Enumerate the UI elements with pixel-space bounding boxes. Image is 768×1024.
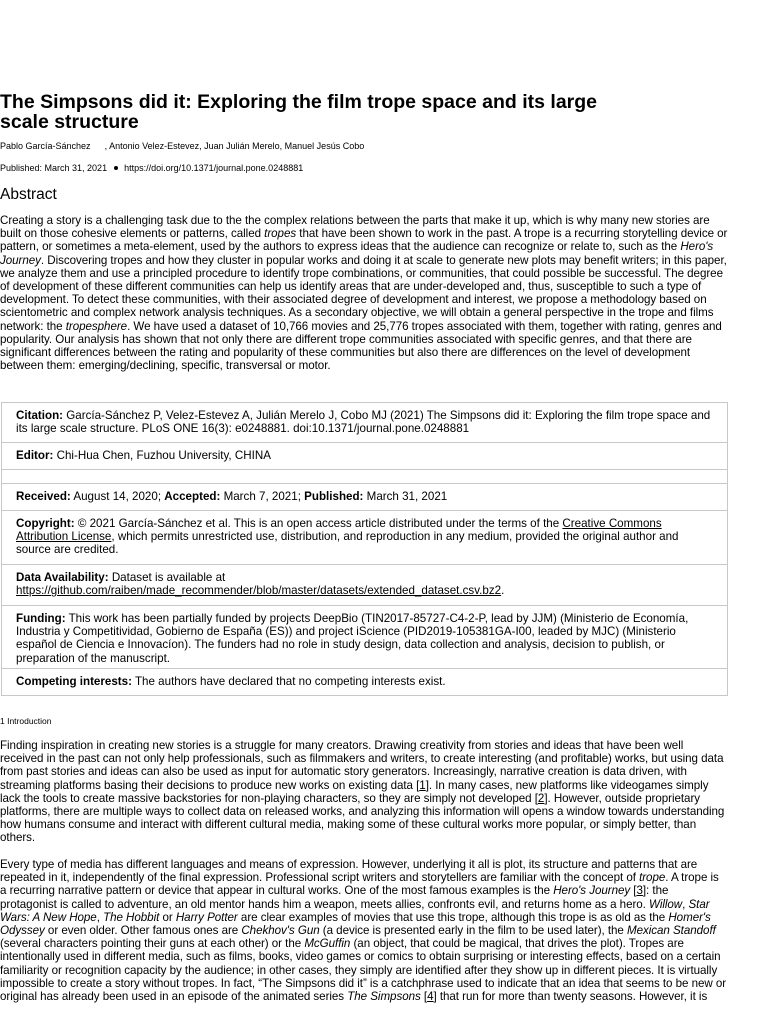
citation-row: Citation: García-Sánchez P, Velez-Estevez A, Julián Merelo J, Cobo MJ (2021) The Simpsons did it: Exploring the film trope space and its large scale structure. PLoS ONE 16(3): e0248881. doi:10.1371/journal.pone.0248881 (2, 403, 727, 443)
data-availability-row: Data Availability: Dataset is available at https://github.com/raiben/made_recommender/blob/master/datasets/extended_dataset.csv.bz2. (2, 565, 727, 606)
introduction-paragraph-1: Finding inspiration in creating new stories is a struggle for many creators. Drawing creativity from stories and ideas that have been well received in the past can not only help professionals, such as filmmakers and writers, to create interesting (and profitable) works, but using data from past stories and ideas can also be used as input for automatic story generators. Increasingly, narrative creation is data driven, with streaming platforms basing their decisions to produce new works on existing data [1]. In many cases, new platforms like videogames simply lack the tools to create massive backstories for non-playing characters, so they are simply not developed [2]. However, outside proprietary platforms, there are multiple ways to collect data on released works, and analyzing this information will opens a window towards understanding how humans consume and interact with different cultural media, making some of these cultural works more popular, or simply better, than others. (0, 739, 725, 845)
bullet-icon (114, 166, 118, 170)
reference-link-1[interactable]: 1 (419, 778, 426, 792)
copyright-row: Copyright: © 2021 García-Sánchez et al. This is an open access article distributed under the terms of the Creative Commons Attribution License, which permits unrestricted use, distribution, and reproduction in any medium, provided the original author and source are credited. (2, 511, 727, 565)
funding-row: Funding: This work has been partially funded by projects DeepBio (TIN2017-85727-C4-2-P, lead by JJM) (Ministerio de Economía, Industria y Competitividad, Gobierno de España (ES)) and project iScience (PID2019-105381GA-I00, leaded by MJC) (Ministerio español de Ciencia e Innovacíon). The funders had no role in study design, data collection and analysis, decision to publish, or preparation of the manuscript. (2, 606, 727, 669)
reference-link-4[interactable]: 4 (427, 990, 434, 1004)
abstract-text: Creating a story is a challenging task due to the the complex relations between the parts that make it up, which is why many new stories are built on those cohesive elements or patterns, called tropes that have been shown to work in the past. A trope is a recurring storytelling device or pattern, or sometimes a meta-element, used by the authors to express ideas that the audience can recognize or relate to, such as the Hero's Journey. Discovering tropes and how they cluster in popular works and doing it at scale to generate new plots may benefit writers; in this paper, we analyze them and use a principled procedure to identify trope combinations, or communities, that could possible be successful. The degree of development of these different communities can help us identify areas that are under-developed and, thus, susceptible to such a type of development. To detect these communities, with their associated degree of development and interest, we propose a methodology based on scientometric and complex network analysis techniques. As a secondary objective, we will obtain a general perspective in the trope and films network: the tropesphere. We have used a dataset of 10,766 movies and 25,776 tropes associated with them, together with rating, genres and popularity. Our analysis has shown that not only there are different trope communities associated with specific genres, and that there are significant differences between the rating and popularity of these communities but also there are differences on the level of development between them: emerging/declining, specific, transversal or motor. (0, 214, 728, 373)
publication-info (0, 163, 303, 174)
dates-row: Received: August 14, 2020; Accepted: March 7, 2021; Published: March 31, 2021 (2, 484, 727, 511)
dataset-link[interactable]: https://github.com/raiben/made_recommender/blob/master/datasets/extended_dataset.csv.bz2 (16, 584, 502, 598)
author-first[interactable]: Pablo García-Sánchez (0, 141, 91, 151)
article-metadata-box (1, 402, 728, 696)
reference-link-3[interactable]: 3 (636, 884, 643, 898)
doi-link[interactable]: https://doi.org/10.1371/journal.pone.0248881 (124, 163, 304, 173)
license-link[interactable]: Creative Commons Attribution License (16, 517, 662, 544)
reference-link-2[interactable]: 2 (537, 791, 545, 805)
section-heading-introduction: 1 Introduction (0, 716, 52, 726)
editor-row: Editor: Chi-Hua Chen, Fuzhou University, CHINA (2, 443, 727, 470)
published-date: Published: March 31, 2021 (0, 163, 108, 173)
introduction-paragraph-2: Every type of media has different languages and means of expression. However, underlying it all is plot, its structure and patterns that are repeated in it, independently of the final expression. Professional script writers and storytellers are familiar with the concept of trope. A trope is a recurring narrative pattern or device that appear in cultural works. One of the most famous examples is the Hero's Journey [3]: the protagonist is called to adventure, an old mentor hands him a weapon, meets allies, confronts evil, and returns home as a hero. Willow, Star Wars: A New Hope, The Hobbit or Harry Potter are clear examples of movies that use this trope, although this trope is as old as the Homer's Odyssey or even older. Other famous ones are Chekhov's Gun (a device is presented early in the film to be used later), the Mexican Standoff (several characters pointing their guns at each other) or the McGuffin (an object, that could be magical, that drives the plot). Tropes are intentionally used in different media, such as films, books, video games or comics to obtain surprising or interesting effects, based on a certain familiarity or recognition capacity by the audience; in other cases, they simply are identified after they show up in different pieces. It is virtually impossible to create a story without tropes. In fact, “The Simpsons did it” is a catchphrase used to indicate that an idea that seems to be new or original has already been used in an episode of the animated series The Simpsons [4] that run for more than twenty seasons. However, it is (0, 858, 727, 1004)
abstract-heading: Abstract (0, 186, 57, 203)
empty-row (2, 470, 727, 484)
article-title: The Simpsons did it: Exploring the film trope space and its large scale structure (0, 91, 598, 133)
author-rest: , Antonio Velez-Estevez, Juan Julián Merelo, Manuel Jesús Cobo (104, 141, 365, 151)
competing-interests-row: Competing interests: The authors have declared that no competing interests exist. (2, 669, 727, 696)
author-list (0, 141, 364, 152)
